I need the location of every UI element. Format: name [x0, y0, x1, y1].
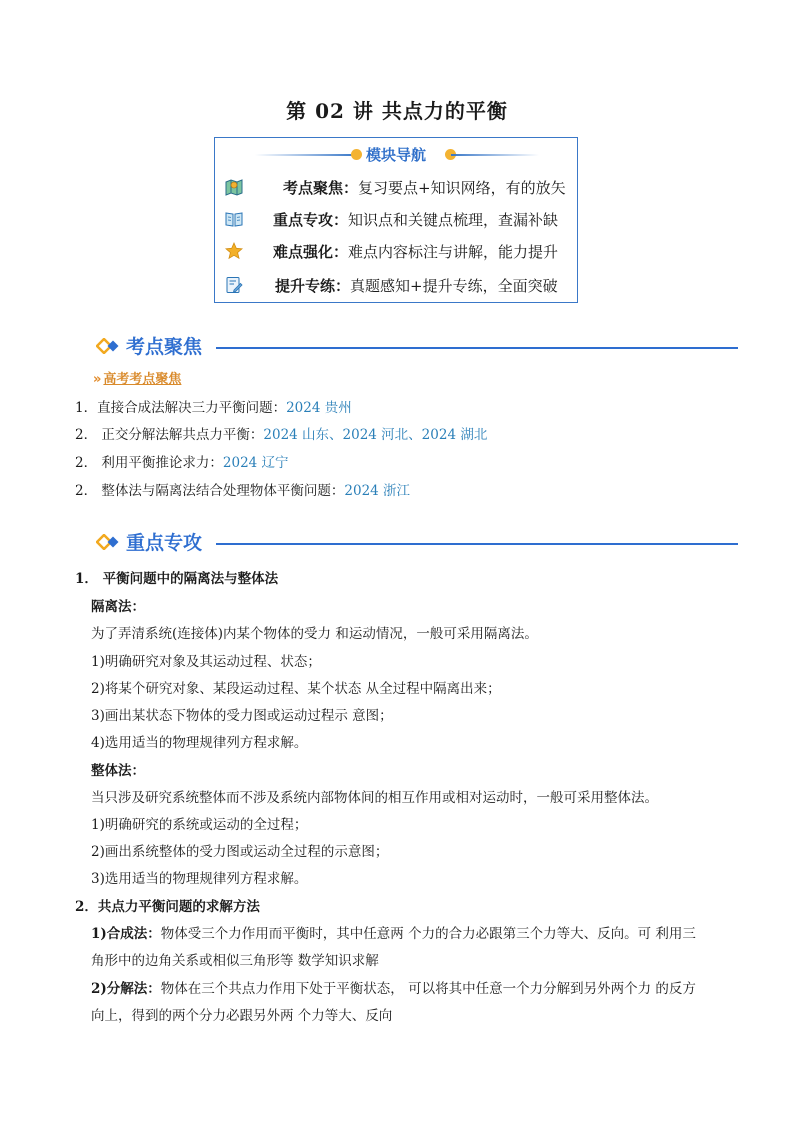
method-paragraph	[91, 922, 696, 942]
list-number: 2．	[75, 455, 98, 471]
nav-key: 重点专攻：	[273, 210, 349, 229]
map-icon	[225, 178, 243, 196]
exam-source-tags: 2024 山东、2024 河北、2024 湖北	[263, 427, 488, 443]
whole-intro: 当只涉及研究系统整体而不涉及系统内部物体间的相互作用或相对运动时，一般可采用整体法。	[91, 790, 658, 806]
exam-source-tags: 2024 辽宁	[222, 455, 289, 471]
nav-heading-line-right	[451, 154, 539, 156]
isolation-step: 1)明确研究对象及其运动过程、状态；	[91, 654, 321, 670]
nav-text: 难点内容标注与讲解，能力提升	[348, 242, 559, 261]
nav-heading	[215, 144, 577, 166]
isolation-label: 隔离法：	[91, 599, 145, 615]
method-text-cont: 向上，得到的两个分力必跟另外两 个力等大、反向	[91, 1008, 393, 1024]
list-number: 2．	[75, 483, 98, 499]
subsection-heading	[93, 368, 181, 387]
list-item	[75, 396, 352, 416]
subsection-heading-text: 高考考点聚焦	[103, 372, 182, 387]
list-text: 直接合成法解决三力平衡问题：	[97, 400, 287, 416]
page-title: 第 02 讲 共点力的平衡	[286, 99, 508, 123]
whole-step: 2)画出系统整体的受力图或运动全过程的示意图；	[91, 844, 389, 860]
method-label: 2)分解法：	[91, 981, 161, 997]
method-label: 1)合成法：	[91, 926, 161, 942]
nav-row-key-points	[225, 208, 558, 230]
list-text: 正交分解法解共点力平衡：	[97, 427, 264, 443]
nav-text: 复习要点+知识网络，有的放矢	[358, 178, 566, 197]
nav-row-focus	[225, 176, 566, 198]
section-rule	[216, 347, 738, 349]
module-nav-box	[214, 137, 578, 303]
double-diamond-icon	[96, 534, 122, 554]
method-text-cont: 角形中的边角关系或相似三角形等 数学知识求解	[91, 953, 379, 969]
list-text: 整体法与隔离法结合处理物体平衡问题：	[97, 483, 345, 499]
nav-heading-label: 模块导航	[365, 146, 426, 164]
list-item	[75, 479, 410, 499]
star-icon	[225, 242, 243, 260]
list-number: 2．	[75, 427, 98, 443]
list-item	[75, 423, 487, 443]
exam-source-tags: 2024 浙江	[344, 483, 411, 499]
nav-key: 难点强化：	[273, 242, 349, 261]
whole-step: 1)明确研究的系统或运动的全过程；	[91, 817, 308, 833]
section-header-focus	[96, 332, 738, 360]
topic-heading: 2．共点力平衡问题的求解方法	[75, 899, 260, 915]
method-paragraph	[91, 977, 696, 997]
exam-source-tags: 2024 贵州	[286, 400, 352, 416]
section-title: 考点聚焦	[126, 336, 203, 358]
double-chevron-icon: »	[93, 372, 102, 387]
whole-label: 整体法：	[91, 763, 145, 779]
book-icon	[225, 210, 243, 228]
nav-text: 知识点和关键点梳理，查漏补缺	[348, 210, 559, 229]
isolation-intro: 为了弄清系统(连接体)内某个物体的受力 和运动情况，一般可采用隔离法。	[91, 626, 538, 642]
list-number: 1．	[75, 400, 98, 416]
list-item	[75, 451, 289, 471]
nav-key: 提升专练：	[275, 276, 351, 295]
whole-step: 3)选用适当的物理规律列方程求解。	[91, 871, 308, 887]
list-text: 利用平衡推论求力：	[97, 455, 223, 471]
nav-key: 考点聚焦：	[283, 178, 359, 197]
nav-text: 真题感知+提升专练，全面突破	[350, 276, 558, 295]
method-text: 物体在三个共点力作用下处于平衡状态， 可以将其中任意一个力分解到另外两个力 的反方	[160, 981, 696, 997]
section-rule	[216, 543, 738, 545]
isolation-step: 2)将某个研究对象、某段运动过程、某个状态 从全过程中隔离出来；	[91, 681, 501, 697]
section-header-key-points	[96, 528, 738, 556]
edit-doc-icon	[225, 276, 243, 294]
section-title: 重点专攻	[126, 532, 203, 554]
topic-heading: 1． 平衡问题中的隔离法与整体法	[75, 571, 279, 587]
method-text: 物体受三个力作用而平衡时，其中任意两 个力的合力必跟第三个力等大、反向。可 利用三	[160, 926, 696, 942]
isolation-step: 3)画出某状态下物体的受力图或运动过程示 意图；	[91, 708, 393, 724]
nav-row-practice	[225, 274, 558, 296]
double-diamond-icon	[96, 338, 122, 358]
nav-row-difficult	[225, 240, 558, 262]
isolation-step: 4)选用适当的物理规律列方程求解。	[91, 735, 308, 751]
